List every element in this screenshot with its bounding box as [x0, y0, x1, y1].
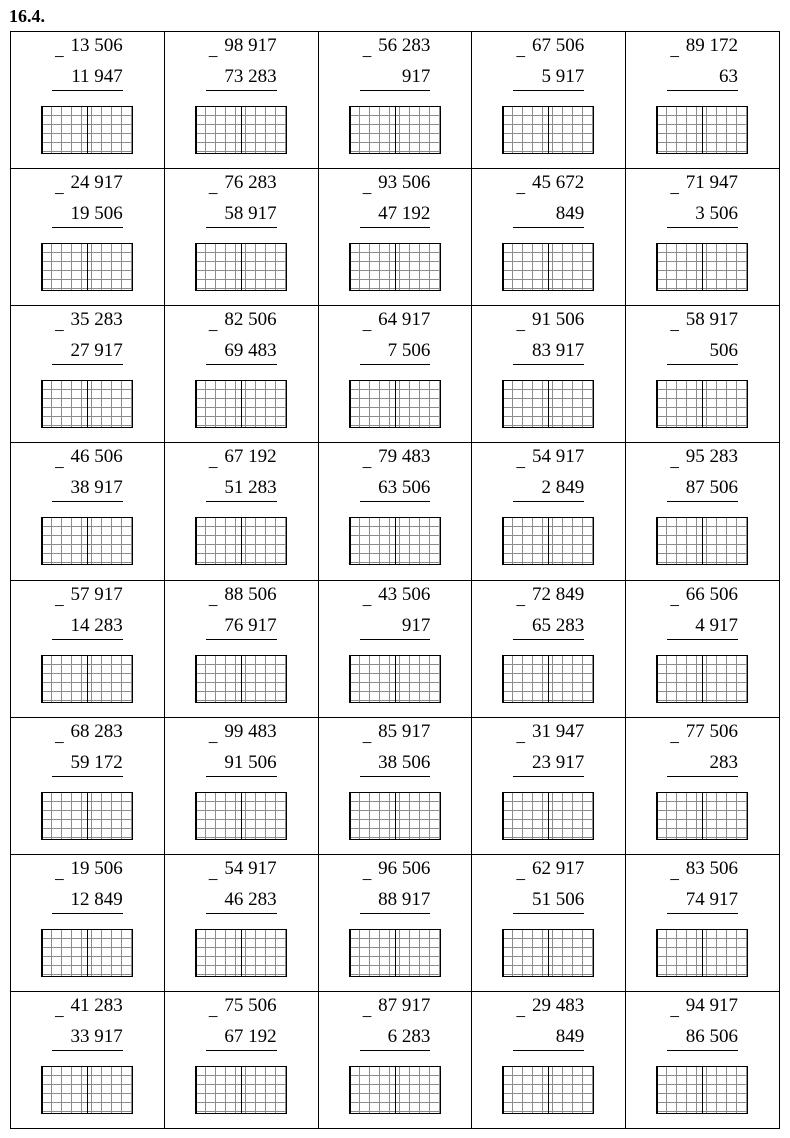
answer-grid[interactable] — [502, 655, 594, 703]
answer-grid[interactable] — [349, 380, 441, 428]
subtraction-problem-cell — [472, 581, 626, 718]
result-line — [52, 639, 123, 640]
result-line — [206, 776, 277, 777]
answer-grid[interactable] — [349, 655, 441, 703]
result-line — [360, 913, 431, 914]
subtrahend: 83 917 — [531, 340, 585, 362]
minuend: 19 506 — [70, 857, 123, 879]
subtrahend: 74 917 — [685, 888, 738, 910]
subtrahend: 91 506 — [224, 751, 277, 773]
minus-sign: − — [515, 732, 527, 754]
result-line — [206, 90, 277, 91]
subtraction-problem-cell — [319, 581, 473, 718]
minuend: 31 947 — [531, 720, 585, 742]
minus-sign: − — [669, 184, 680, 206]
subtraction-problem-cell — [11, 992, 165, 1129]
subtrahend: 87 506 — [685, 477, 738, 499]
minus-sign: − — [669, 869, 680, 891]
subtrahend: 917 — [401, 66, 431, 87]
subtrahend: 47 192 — [378, 203, 431, 225]
subtrahend: 23 917 — [531, 751, 585, 773]
minus-sign: − — [515, 595, 527, 617]
subtrahend: 4 917 — [695, 614, 738, 636]
minus-sign: − — [515, 321, 527, 343]
subtraction-problem-cell — [11, 169, 165, 306]
subtraction-problem-cell — [472, 32, 626, 169]
result-line — [513, 501, 584, 502]
minuend: 98 917 — [224, 35, 277, 56]
minus-sign: − — [361, 184, 373, 206]
subtrahend: 63 — [719, 66, 738, 87]
minus-sign: − — [207, 1006, 219, 1028]
answer-grid[interactable] — [349, 1066, 441, 1114]
subtraction-problem-cell — [472, 855, 626, 992]
minus-sign: − — [669, 458, 680, 480]
result-line — [667, 639, 738, 640]
minus-sign: − — [515, 47, 527, 68]
subtraction-problem-cell — [626, 32, 780, 169]
result-line — [360, 1050, 431, 1051]
minuend: 71 947 — [685, 172, 738, 194]
subtrahend: 506 — [709, 340, 738, 362]
answer-grid[interactable] — [656, 655, 748, 703]
result-line — [513, 639, 584, 640]
subtrahend: 38 917 — [70, 477, 123, 499]
answer-grid[interactable] — [195, 1066, 287, 1114]
answer-grid[interactable] — [195, 655, 287, 703]
subtraction-problem-cell — [626, 306, 780, 443]
minuend: 54 917 — [224, 857, 277, 879]
answer-grid[interactable] — [349, 792, 441, 840]
answer-grid[interactable] — [41, 380, 133, 428]
answer-grid[interactable] — [41, 655, 133, 703]
minus-sign: − — [515, 458, 527, 480]
minuend: 29 483 — [531, 994, 585, 1016]
subtrahend: 27 917 — [70, 340, 123, 362]
subtraction-problem-cell — [319, 443, 473, 580]
subtraction-problem-cell — [319, 855, 473, 992]
minuend: 93 506 — [378, 172, 431, 194]
subtraction-problem-cell — [165, 169, 319, 306]
subtraction-problem-cell — [472, 718, 626, 855]
subtraction-problem-cell — [11, 718, 165, 855]
minuend: 89 172 — [685, 35, 738, 56]
subtrahend: 917 — [401, 614, 431, 636]
result-line — [667, 913, 738, 914]
subtraction-problem-cell — [165, 306, 319, 443]
answer-grid[interactable] — [502, 380, 594, 428]
minuend: 41 283 — [70, 994, 123, 1016]
minus-sign: − — [669, 595, 680, 617]
minuend: 85 917 — [378, 720, 431, 742]
answer-grid[interactable] — [41, 929, 133, 977]
minus-sign: − — [361, 1006, 373, 1028]
result-line — [360, 776, 431, 777]
minuend: 46 506 — [70, 446, 123, 468]
minuend: 87 917 — [378, 994, 431, 1016]
subtraction-problem-cell — [165, 992, 319, 1129]
minus-sign: − — [54, 869, 65, 891]
minuend: 82 506 — [224, 309, 277, 331]
minuend: 64 917 — [378, 309, 431, 331]
subtrahend: 2 849 — [541, 477, 585, 499]
answer-grid[interactable] — [656, 106, 748, 154]
minuend: 83 506 — [685, 857, 738, 879]
subtrahend: 7 506 — [387, 340, 431, 362]
answer-grid[interactable] — [41, 106, 133, 154]
subtraction-problem-cell — [626, 169, 780, 306]
subtraction-problem-cell — [165, 855, 319, 992]
result-line — [667, 364, 738, 365]
minuend: 68 283 — [70, 720, 123, 742]
minus-sign: − — [207, 595, 219, 617]
result-line — [667, 776, 738, 777]
subtrahend: 58 917 — [224, 203, 277, 225]
result-line — [206, 501, 277, 502]
minus-sign: − — [54, 47, 65, 68]
minus-sign: − — [54, 458, 65, 480]
minus-sign: − — [669, 1006, 680, 1028]
subtraction-problem-cell — [319, 32, 473, 169]
result-line — [513, 364, 584, 365]
result-line — [360, 501, 431, 502]
subtrahend: 46 283 — [224, 888, 277, 910]
subtrahend: 76 917 — [224, 614, 277, 636]
minuend: 91 506 — [531, 309, 585, 331]
subtraction-problem-cell — [165, 718, 319, 855]
answer-grid[interactable] — [502, 517, 594, 565]
result-line — [513, 776, 584, 777]
minuend: 95 283 — [685, 446, 738, 468]
result-line — [206, 364, 277, 365]
answer-grid[interactable] — [349, 243, 441, 291]
answer-grid[interactable] — [502, 243, 594, 291]
minuend: 75 506 — [224, 994, 277, 1016]
result-line — [206, 227, 277, 228]
minuend: 43 506 — [378, 583, 431, 605]
answer-grid[interactable] — [656, 1066, 748, 1114]
result-line — [360, 364, 431, 365]
subtraction-problem-cell — [626, 992, 780, 1129]
minus-sign: − — [361, 321, 373, 343]
subtraction-problem-cell — [319, 718, 473, 855]
minus-sign: − — [207, 321, 219, 343]
minuend: 77 506 — [685, 720, 738, 742]
subtrahend: 65 283 — [531, 614, 585, 636]
exercise-number: 16.4. — [9, 6, 45, 26]
result-line — [360, 227, 431, 228]
minus-sign: − — [207, 458, 219, 480]
subtraction-problem-cell — [11, 306, 165, 443]
minuend: 54 917 — [531, 446, 585, 468]
minus-sign: − — [207, 184, 219, 206]
answer-grid[interactable] — [195, 517, 287, 565]
result-line — [667, 227, 738, 228]
answer-grid[interactable] — [502, 929, 594, 977]
minuend: 99 483 — [224, 720, 277, 742]
minus-sign: − — [54, 595, 65, 617]
subtrahend: 51 506 — [531, 888, 585, 910]
subtrahend: 63 506 — [378, 477, 431, 499]
subtraction-problem-cell — [319, 306, 473, 443]
subtraction-problem-cell — [11, 32, 165, 169]
minus-sign: − — [361, 595, 373, 617]
minuend: 57 917 — [70, 583, 123, 605]
answer-grid[interactable] — [349, 929, 441, 977]
minus-sign: − — [515, 869, 527, 891]
subtrahend: 849 — [555, 203, 585, 225]
subtraction-problem-cell — [472, 443, 626, 580]
result-line — [667, 90, 738, 91]
minuend: 88 506 — [224, 583, 277, 605]
minuend: 72 849 — [531, 583, 585, 605]
subtraction-problem-cell — [472, 306, 626, 443]
subtrahend: 88 917 — [378, 888, 431, 910]
minus-sign: − — [361, 732, 373, 754]
subtrahend: 3 506 — [695, 203, 738, 225]
subtrahend: 6 283 — [387, 1025, 431, 1047]
minus-sign: − — [669, 321, 680, 343]
result-line — [52, 227, 123, 228]
subtraction-problem-cell — [626, 718, 780, 855]
answer-grid[interactable] — [41, 243, 133, 291]
subtrahend: 19 506 — [70, 203, 123, 225]
result-line — [52, 776, 123, 777]
answer-grid[interactable] — [195, 106, 287, 154]
minus-sign: − — [515, 184, 527, 206]
minuend: 67 192 — [224, 446, 277, 468]
minus-sign: − — [54, 1006, 65, 1028]
answer-grid[interactable] — [656, 792, 748, 840]
result-line — [513, 913, 584, 914]
subtraction-problem-cell — [165, 581, 319, 718]
minuend: 94 917 — [685, 994, 738, 1016]
answer-grid[interactable] — [656, 929, 748, 977]
answer-grid[interactable] — [349, 106, 441, 154]
minuend: 62 917 — [531, 857, 585, 879]
subtrahend: 11 947 — [71, 66, 123, 87]
result-line — [360, 90, 431, 91]
result-line — [206, 913, 277, 914]
result-line — [52, 90, 123, 91]
minuend: 79 483 — [378, 446, 431, 468]
result-line — [52, 364, 123, 365]
minuend: 13 506 — [70, 35, 123, 56]
subtrahend: 67 192 — [224, 1025, 277, 1047]
minus-sign: − — [54, 732, 65, 754]
subtraction-problem-cell — [11, 581, 165, 718]
result-line — [52, 913, 123, 914]
answer-grid[interactable] — [502, 792, 594, 840]
minus-sign: − — [515, 1006, 527, 1028]
answer-grid[interactable] — [502, 106, 594, 154]
result-line — [667, 501, 738, 502]
subtraction-problem-cell — [626, 581, 780, 718]
minuend: 58 917 — [685, 309, 738, 331]
subtrahend: 5 917 — [541, 66, 585, 87]
minus-sign: − — [669, 732, 680, 754]
result-line — [513, 90, 584, 91]
result-line — [206, 639, 277, 640]
minuend: 76 283 — [224, 172, 277, 194]
minuend: 66 506 — [685, 583, 738, 605]
subtrahend: 38 506 — [378, 751, 431, 773]
subtrahend: 33 917 — [70, 1025, 123, 1047]
minus-sign: − — [207, 47, 219, 68]
minuend: 45 672 — [531, 172, 585, 194]
minus-sign: − — [54, 321, 65, 343]
answer-grid[interactable] — [41, 1066, 133, 1114]
subtrahend: 73 283 — [224, 66, 277, 87]
answer-grid[interactable] — [195, 243, 287, 291]
answer-grid[interactable] — [656, 517, 748, 565]
answer-grid[interactable] — [349, 517, 441, 565]
minus-sign: − — [207, 869, 219, 891]
subtrahend: 51 283 — [224, 477, 277, 499]
subtraction-problem-cell — [472, 169, 626, 306]
subtraction-problem-cell — [626, 443, 780, 580]
answer-grid[interactable] — [195, 929, 287, 977]
subtraction-problem-cell — [165, 32, 319, 169]
minus-sign: − — [361, 47, 373, 68]
subtraction-problem-cell — [11, 443, 165, 580]
answer-grid[interactable] — [502, 1066, 594, 1114]
result-line — [513, 227, 584, 228]
minus-sign: − — [361, 869, 373, 891]
subtrahend: 59 172 — [70, 751, 123, 773]
result-line — [360, 639, 431, 640]
minuend: 67 506 — [531, 35, 585, 56]
minus-sign: − — [207, 732, 219, 754]
answer-grid[interactable] — [195, 792, 287, 840]
minuend: 24 917 — [70, 172, 123, 194]
answer-grid[interactable] — [41, 792, 133, 840]
minuend: 56 283 — [378, 35, 431, 56]
subtrahend: 849 — [555, 1025, 585, 1047]
result-line — [52, 501, 123, 502]
minus-sign: − — [54, 184, 65, 206]
subtraction-problem-cell — [626, 855, 780, 992]
minus-sign: − — [669, 47, 680, 68]
minus-sign: − — [361, 458, 373, 480]
answer-grid[interactable] — [41, 517, 133, 565]
subtrahend: 69 483 — [224, 340, 277, 362]
subtraction-problem-cell — [472, 992, 626, 1129]
result-line — [513, 1050, 584, 1051]
subtraction-problem-cell — [165, 443, 319, 580]
answer-grid[interactable] — [656, 380, 748, 428]
subtraction-problem-cell — [319, 992, 473, 1129]
subtraction-problems-table — [10, 31, 780, 1129]
result-line — [667, 1050, 738, 1051]
result-line — [206, 1050, 277, 1051]
subtraction-problem-cell — [11, 855, 165, 992]
subtraction-problem-cell — [319, 169, 473, 306]
answer-grid[interactable] — [656, 243, 748, 291]
subtrahend: 14 283 — [70, 614, 123, 636]
subtrahend: 86 506 — [685, 1025, 738, 1047]
subtrahend: 283 — [709, 751, 738, 773]
subtrahend: 12 849 — [70, 888, 123, 910]
answer-grid[interactable] — [195, 380, 287, 428]
result-line — [52, 1050, 123, 1051]
minuend: 35 283 — [70, 309, 123, 331]
minuend: 96 506 — [378, 857, 431, 879]
